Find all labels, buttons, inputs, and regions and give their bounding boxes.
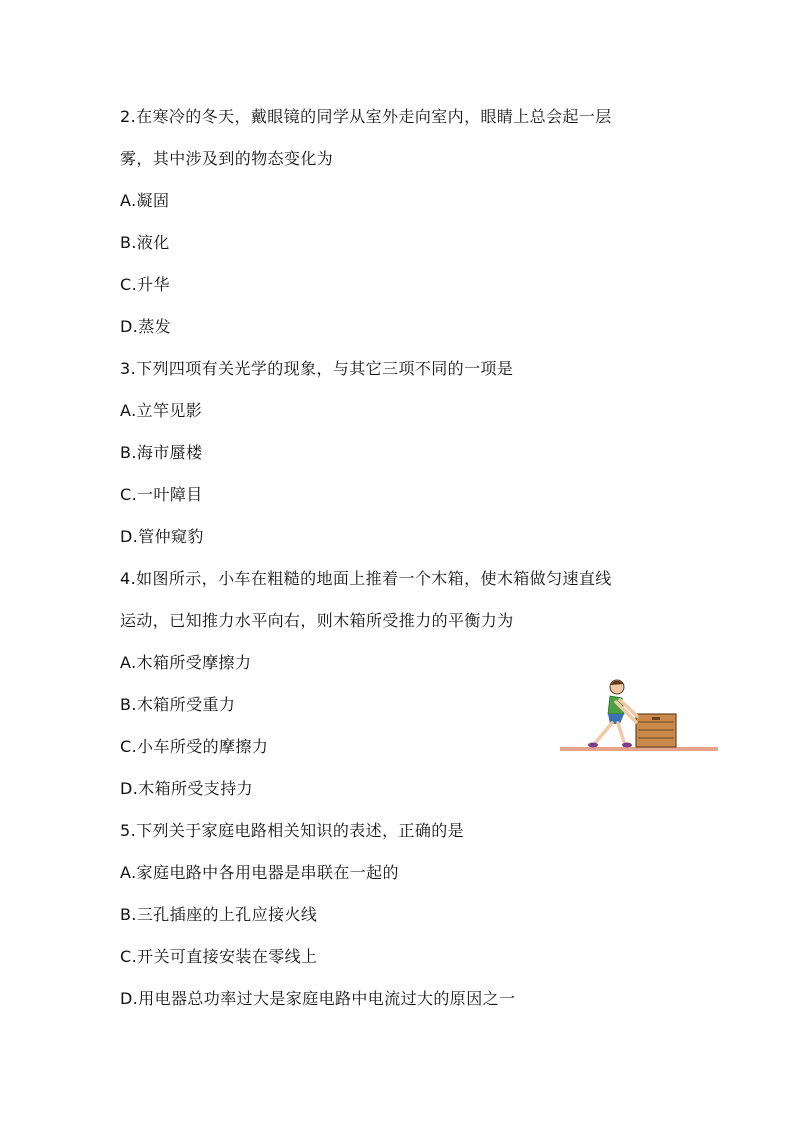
question-2-option-c: C.升华 [120,275,170,294]
question-3-option-d: D.管仲窥豹 [120,527,204,546]
question-5-option-c: C.开关可直接安装在零线上 [120,947,318,966]
question-2-option-a: A.凝固 [120,191,170,210]
question-2-stem-line-2: 雾，其中涉及到的物态变化为 [120,149,334,168]
question-3-stem-line-1: 3.下列四项有关光学的现象，与其它三项不同的一项是 [120,359,514,378]
boy-pushing-box-svg [560,676,720,758]
question-2-option-b: B.液化 [120,233,170,252]
question-4-option-d: D.木箱所受支持力 [120,779,254,798]
question-3-option-c: C.一叶障目 [120,485,203,504]
question-4-option-a: A.木箱所受摩擦力 [120,653,252,672]
question-4-stem-line-1: 4.如图所示，小车在粗糙的地面上推着一个木箱，使木箱做匀速直线 [120,569,612,588]
question-3-option-a: A.立竿见影 [120,401,203,420]
question-4-option-c: C.小车所受的摩擦力 [120,737,269,756]
question-2-option-d: D.蒸发 [120,317,172,336]
question-3-option-b: B.海市蜃楼 [120,443,203,462]
boy-figure [588,680,637,748]
question-4-option-b: B.木箱所受重力 [120,695,236,714]
question-5-option-d: D.用电器总功率过大是家庭电路中电流过大的原因之一 [120,989,516,1008]
wooden-box [636,714,676,747]
question-5-option-a: A.家庭电路中各用电器是串联在一起的 [120,863,399,882]
question-5-stem-line-1: 5.下列关于家庭电路相关知识的表述，正确的是 [120,821,465,840]
question-5-option-b: B.三孔插座的上孔应接火线 [120,905,318,924]
question-4-stem-line-2: 运动，已知推力水平向右，则木箱所受推力的平衡力为 [120,611,514,630]
question-2-stem-line-1: 2.在寒冷的冬天，戴眼镜的同学从室外走向室内，眼睛上总会起一层 [120,107,612,126]
boy-pushing-box-illustration [560,676,720,758]
